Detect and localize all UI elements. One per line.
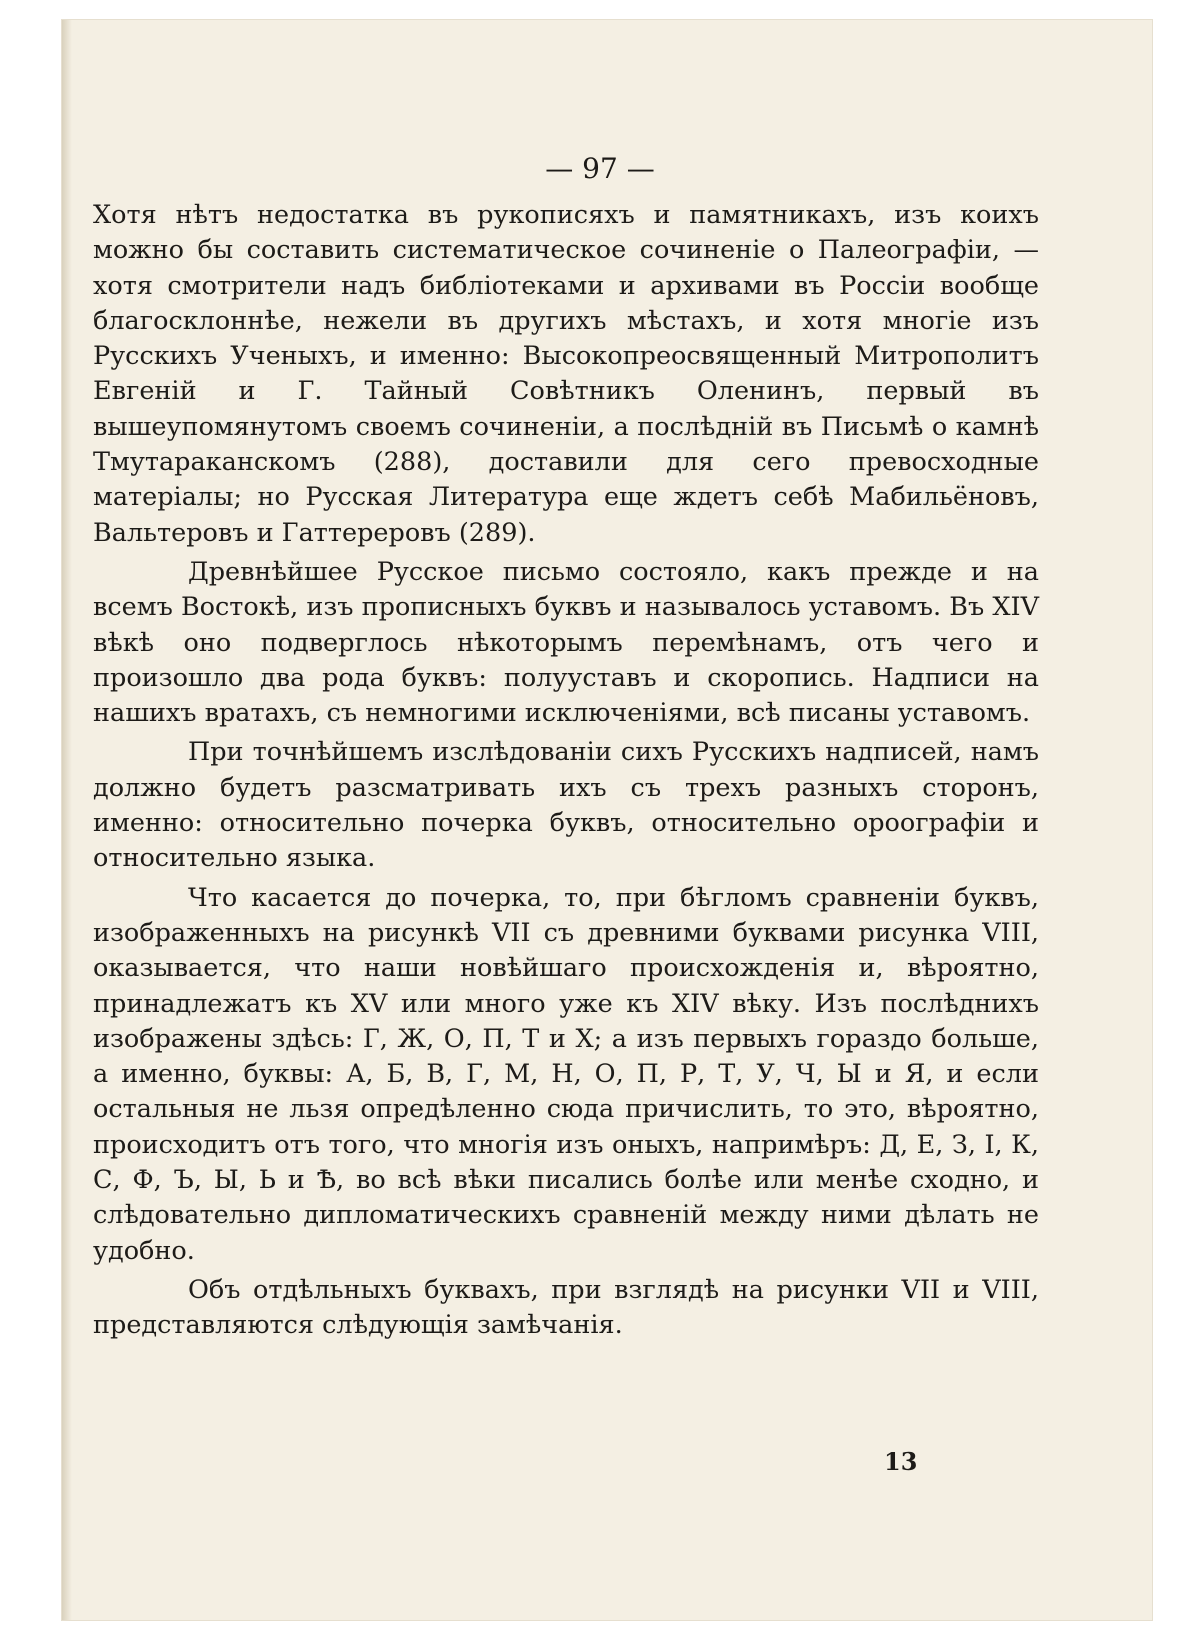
paragraph-5: Объ отдѣльныхъ буквахъ, при взглядѣ на рисунки VII и VIII, представляются слѣдующія замѣчанія. — [93, 1274, 1039, 1341]
paragraph-3: При точнѣйшемъ изслѣдованіи сихъ Русскихъ надписей, намъ должно будетъ разсматривать ихъ съ трехъ разныхъ сторонъ, именно: относительно почерка буквъ, относительно ороографіи и относительно языка. — [93, 737, 1039, 874]
page-edge-shadow — [62, 20, 72, 1620]
signature-mark: 13 — [884, 1447, 918, 1476]
page-number: — 97 — — [545, 152, 655, 185]
paragraph-4: Что касается до почерка, то, при бѣгломъ сравненіи буквъ, изображенныхъ на рисункѣ VII съ древними буквами рисунка VIII, оказывается, что наши новѣйшаго происхожденія и, вѣроятно, принадлежатъ къ XV или много уже къ XIV вѣку. Изъ послѣднихъ изображены здѣсь: Г, Ж, О, П, Т и Х; а изъ первыхъ гораздо больше, а именно, буквы: А, Б, В, Г, М, Н, О, П, Р, Т, У, Ч, Ы и Я, и если остальныя не льзя опредѣленно сюда причислить, то это, вѣроятно, происходитъ отъ того, что многія изъ оныхъ, напримѣръ: Д, Е, З, І, К, С, Ф, Ъ, Ы, Ь и Ѣ, во всѣ вѣки писались болѣе или менѣе сходно, и слѣдовательно дипломатическихъ сравненій между ними дѣлать не удобно. — [93, 882, 1039, 1266]
paragraph-2: Древнѣйшее Русское письмо состояло, какъ прежде и на всемъ Востокѣ, изъ прописныхъ буквъ и называлось уставомъ. Въ XIV вѣкѣ оно подверглось нѣкоторымъ перемѣнамъ, отъ чего и произошло два рода буквъ: полууставъ и скоропись. Надписи на нашихъ вратахъ, съ немногими исключеніями, всѣ писаны уставомъ. — [93, 556, 1039, 729]
body-text — [93, 198, 1039, 1348]
paragraph-1: Хотя нѣтъ недостатка въ рукописяхъ и памятникахъ, изъ коихъ можно бы составить систематическое сочиненіе о Палеографіи, — хотя смотрители надъ библіотеками и архивами въ Россіи вообще благосклоннѣе, нежели въ другихъ мѣстахъ, и хотя многіе изъ Русскихъ Ученыхъ, и именно: Высокопреосвященный Митрополитъ Евгеній и Г. Тайный Совѣтникъ Оленинъ, первый въ вышеупомянутомъ своемъ сочиненіи, а послѣдній въ Письмѣ о камнѣ Тмутараканскомъ (288), доставили для сего превосходные матеріалы; но Русская Литература еще ждетъ себѣ Мабильёновъ, Вальтеровъ и Гаттереровъ (289). — [93, 200, 1039, 548]
